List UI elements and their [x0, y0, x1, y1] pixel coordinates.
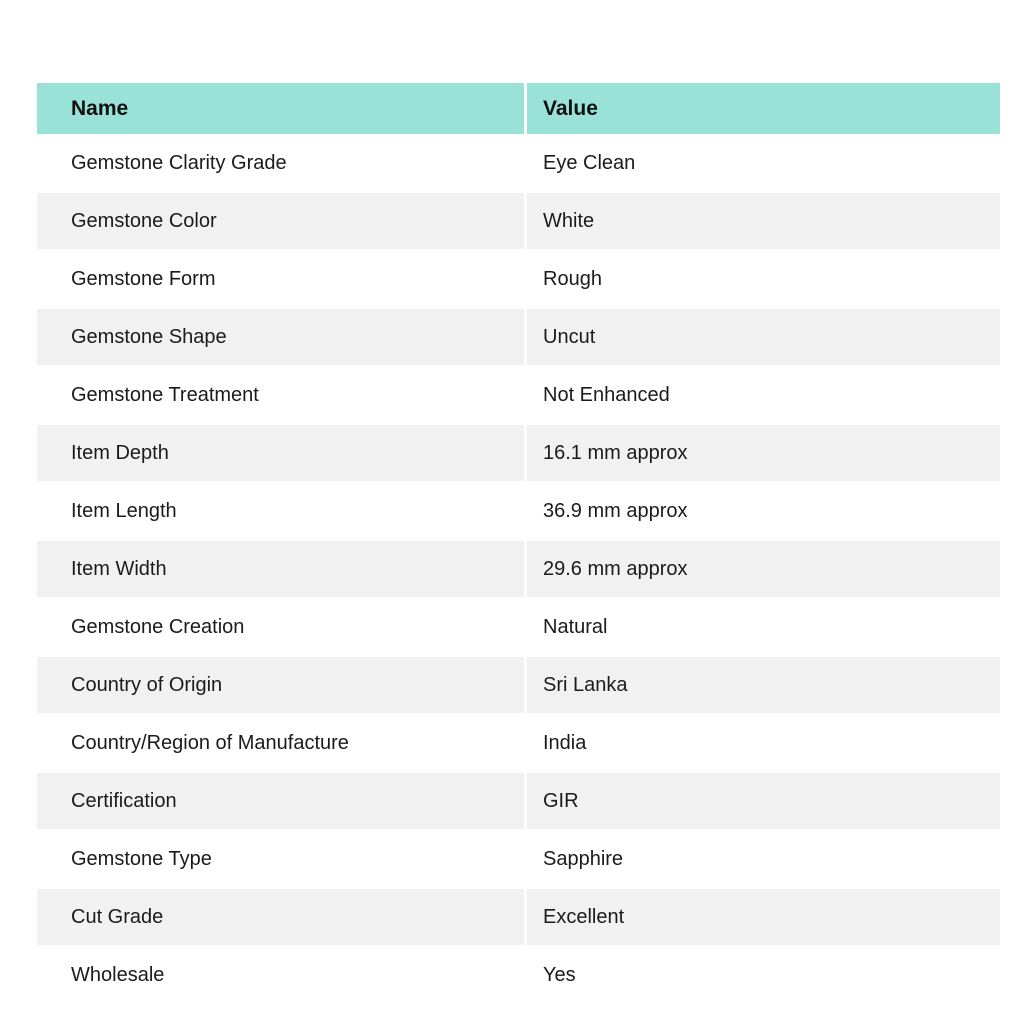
row-name-cell: Gemstone Shape: [37, 309, 524, 365]
table-row: [37, 250, 1000, 308]
row-name-cell: Item Length: [71, 499, 177, 522]
row-value-cell: 16.1 mm approx: [527, 425, 1000, 481]
row-value-cell: Rough: [543, 267, 602, 290]
row-value-cell: Yes: [543, 963, 576, 986]
item-specifics-table: [37, 83, 1000, 1004]
row-name-cell: Cut Grade: [37, 889, 524, 945]
row-value-cell: Excellent: [527, 889, 1000, 945]
row-value-cell: GIR: [527, 773, 1000, 829]
row-name-cell: Gemstone Type: [71, 847, 212, 870]
row-name-cell: Gemstone Clarity Grade: [71, 151, 287, 174]
row-value-cell: Eye Clean: [543, 151, 636, 174]
table-body: [37, 134, 1000, 1004]
row-name-cell: Wholesale: [71, 963, 165, 986]
table-row: [37, 656, 1000, 714]
row-name-cell: Gemstone Form: [71, 267, 216, 290]
row-value-cell: Sapphire: [543, 847, 624, 870]
row-value-cell: Uncut: [527, 309, 1000, 365]
row-value-cell: 29.6 mm approx: [527, 541, 1000, 597]
table-row: [37, 540, 1000, 598]
row-name-cell: Gemstone Treatment: [71, 383, 259, 406]
table-row: [37, 714, 1000, 772]
row-name-cell: Item Width: [37, 541, 524, 597]
row-name-cell: Gemstone Color: [37, 193, 524, 249]
table-row: [37, 134, 1000, 192]
table-row: [37, 192, 1000, 250]
row-value-cell: Natural: [543, 615, 608, 638]
table-row: [37, 482, 1000, 540]
table-row: [37, 366, 1000, 424]
header-name-cell: Name: [37, 83, 524, 134]
table-row: [37, 772, 1000, 830]
table-row: [37, 830, 1000, 888]
row-name-cell: Country/Region of Manufacture: [71, 731, 349, 754]
table-row: [37, 946, 1000, 1004]
row-value-cell: 36.9 mm approx: [543, 499, 688, 522]
row-value-cell: Sri Lanka: [527, 657, 1000, 713]
table-row: [37, 308, 1000, 366]
row-value-cell: Not Enhanced: [543, 383, 670, 406]
row-name-cell: Country of Origin: [37, 657, 524, 713]
row-value-cell: White: [527, 193, 1000, 249]
row-name-cell: Item Depth: [37, 425, 524, 481]
row-name-cell: Gemstone Creation: [71, 615, 245, 638]
header-value-cell: Value: [527, 83, 1000, 134]
row-name-cell: Certification: [37, 773, 524, 829]
table-row: [37, 598, 1000, 656]
table-header-row: [37, 83, 1000, 134]
table-row: [37, 424, 1000, 482]
table-row: [37, 888, 1000, 946]
row-value-cell: India: [543, 731, 587, 754]
